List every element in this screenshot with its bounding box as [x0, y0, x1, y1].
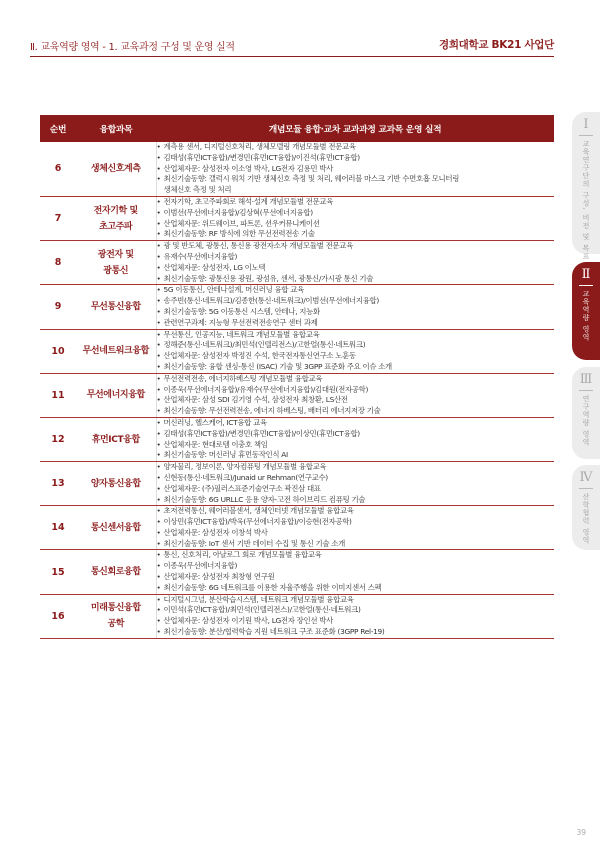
detail-item: • 이종욱(무선에너지융합)	[157, 561, 555, 572]
side-tab-divider	[579, 488, 593, 489]
course-details	[156, 196, 554, 240]
detail-item: • 신현동(통신·네트워크)/Junaid ur Rehman(연구교수)	[157, 473, 555, 484]
detail-item: • 최신기술동향: IoT 센서 기반 데이터 수집 및 통신 기술 소개	[157, 539, 555, 550]
table-row	[40, 550, 554, 594]
table-row	[40, 329, 554, 373]
side-tab-3[interactable]	[572, 367, 600, 459]
detail-item: • 5G 이동통신, 안테나설계, 머신러닝 융합 교육	[157, 285, 555, 296]
page-number: 39	[576, 828, 586, 837]
detail-item: • 최신기술동향: 갤럭시 워치 기반 생체신호 측정 및 처리, 웨어러블 마스크 기반 수면호흡 모니터링	[157, 174, 555, 185]
row-number: 14	[40, 506, 76, 550]
detail-item: • 산업체자문: 삼성전자 이창석 박사	[157, 528, 555, 539]
detail-item: • 계측용 센서, 디지털신호처리, 생체모델링 개념모듈별 전문교육	[157, 142, 555, 153]
course-name: 통신회로융합	[76, 550, 156, 594]
course-details	[156, 142, 554, 196]
row-number: 12	[40, 417, 76, 461]
detail-item: • 머신러닝, 헬스케어, ICT융합 교육	[157, 418, 555, 429]
detail-item: • 최신기술동향: 5G 이동통신 시스템, 안테나, 지능화	[157, 307, 555, 318]
detail-item: • 최신기술동향: 6G URLLC 응용 양자-고전 하이브리드 컴퓨팅 기술	[157, 495, 555, 506]
side-tab-label: 연구역량 영역	[582, 395, 590, 447]
side-tab-1[interactable]	[572, 112, 600, 261]
detail-item: • 관련연구과제: 지능형 무선전력전송연구 센터 과제	[157, 318, 555, 329]
header-section-title: Ⅱ. 교육역량 영역 - 1. 교육과정 구성 및 운영 실적	[30, 42, 235, 53]
course-details	[156, 550, 554, 594]
course-details	[156, 373, 554, 417]
row-number: 10	[40, 329, 76, 373]
course-name: 양자통신융합	[76, 462, 156, 506]
detail-item: • 산업체자문: (주)필러스표준기술연구소 곽진삼 대표	[157, 484, 555, 495]
course-details	[156, 329, 554, 373]
side-tab-label: 산학협력 영역	[582, 493, 590, 545]
detail-item: • 이범선(무선에너지융합)/김상혁(무선에너지융합)	[157, 208, 555, 219]
detail-item: • 산업체자문: 현대로템 이충호 책임	[157, 440, 555, 451]
row-number: 13	[40, 462, 76, 506]
course-name: 휴먼ICT융합	[76, 417, 156, 461]
detail-item: • 정해준(통신·네트워크)/최민석(인텔리전스)/고한얼(통신·네트워크)	[157, 340, 555, 351]
detail-item: • 송주빈(통신·네트워크)/김종한(통신·네트워크)/이범선(무선에너지융합)	[157, 296, 555, 307]
course-name: 통신센서융합	[76, 506, 156, 550]
row-number: 15	[40, 550, 76, 594]
detail-item: • 무선전력전송, 에너지하베스팅 개념모듈별 융합교육	[157, 374, 555, 385]
table-row	[40, 417, 554, 461]
detail-item: • 김태성(휴먼ICT융합)/변경민(휴먼ICT융합)/이상민(휴먼ICT융합)	[157, 429, 555, 440]
table-row	[40, 506, 554, 550]
detail-item: • 최신기술동향: 머신러닝 휴먼동작인식 AI	[157, 450, 555, 461]
row-number: 6	[40, 142, 76, 196]
course-name: 무선에너지융합	[76, 373, 156, 417]
row-number: 9	[40, 285, 76, 329]
detail-item: • 유재수(무선에너지융합)	[157, 252, 555, 263]
detail-item: • 최신기술동향: 무선전력전송, 에너지 하베스팅, 배터리 에너지저장 기술	[157, 406, 555, 417]
detail-item: • 최신기술동향: 6G 네트워크를 이용한 자율주행을 위한 이미지센서 스펙	[157, 583, 555, 594]
detail-item: • 김태성(휴먼ICT융합)/변경민(휴먼ICT융합)/이진석(휴먼ICT융합)	[157, 153, 555, 164]
detail-item: • 최신기술동향: 분산/협력학습 지원 네트워크 구조 표준화 (3GPP Rel-19)	[157, 627, 555, 638]
course-table	[40, 115, 554, 639]
table-header-row	[40, 115, 554, 142]
course-name: 미래통신융합 공학	[76, 594, 156, 638]
detail-item: • 최신기술동향: 광통신용 광원, 광섬유, 센서, 광통신/가시광 통신 기술	[157, 274, 555, 285]
detail-item: • 양자물리, 정보이론, 양자컴퓨팅 개념모듈별 융합교육	[157, 462, 555, 473]
side-tab-numeral: Ⅰ	[583, 117, 589, 132]
course-details	[156, 285, 554, 329]
side-tab-2[interactable]	[572, 262, 600, 360]
detail-item: • 산업체자문: 삼성전자 최창형 연구원	[157, 572, 555, 583]
table-row	[40, 285, 554, 329]
detail-item: • 산업체자문: 삼성전자, LG 이노텍	[157, 263, 555, 274]
table-row	[40, 373, 554, 417]
detail-item: • 산업체자문: 삼성 SDI 김기영 수석, 삼성전자 최창환, LS산전	[157, 395, 555, 406]
row-number: 16	[40, 594, 76, 638]
side-tab-numeral: Ⅲ	[579, 372, 593, 387]
course-name: 생체신호계측	[76, 142, 156, 196]
course-name: 광전자 및 광통신	[76, 241, 156, 285]
row-number: 11	[40, 373, 76, 417]
side-tab-label: 교육연구단의 구성, 비전 및 목표	[582, 140, 590, 261]
table-row	[40, 462, 554, 506]
table-row	[40, 594, 554, 638]
header-organization: 경희대학교 BK21 사업단	[438, 39, 554, 51]
course-details	[156, 506, 554, 550]
col-header-details: 개념모듈 융합·교차 교과과정 교과목 운영 실적	[156, 115, 554, 142]
detail-item: • 전자기학, 초고주파회로 해석·설계 개념모듈별 전문교육	[157, 197, 555, 208]
detail-item: • 이종욱(무선에너지융합)/유재수(무선에너지융합)/김대원(전자공학)	[157, 385, 555, 396]
side-tab-4[interactable]	[572, 465, 600, 550]
row-number: 8	[40, 241, 76, 285]
course-details	[156, 241, 554, 285]
detail-item: • 산업체자문: 삼성전자 박정진 수석, 한국전자통신연구소 노훈동	[157, 351, 555, 362]
table-body	[40, 142, 554, 638]
course-name: 무선통신융합	[76, 285, 156, 329]
row-number: 7	[40, 196, 76, 240]
course-name: 전자기학 및 초고주파	[76, 196, 156, 240]
course-name: 무선네트워크융합	[76, 329, 156, 373]
side-tab-numeral: Ⅳ	[579, 470, 593, 485]
table-row	[40, 196, 554, 240]
course-details	[156, 462, 554, 506]
detail-item: • 산업체자문: 삼성전자 이기원 박사, LG전자 장인선 박사	[157, 616, 555, 627]
detail-item: • 산업체자문: 삼성전자 이소영 박사, LG전자 김용민 박사	[157, 164, 555, 175]
detail-item: • 초저전력통신, 웨어러블센서, 생체인터넷 개념모듈별 융합교육	[157, 506, 555, 517]
detail-item: • 무선통신, 인공지능, 네트워크 개념모듈별 융합교육	[157, 330, 555, 341]
header-divider	[30, 56, 554, 57]
side-tab-divider	[579, 135, 593, 136]
course-details	[156, 594, 554, 638]
course-details	[156, 417, 554, 461]
col-header-number: 순번	[40, 115, 76, 142]
detail-item: • 최신기술동향: RF 방식에 의한 무선전력전송 기술	[157, 229, 555, 240]
side-tab-divider	[579, 285, 593, 286]
detail-item: • 디지털시그널, 분산학습시스템, 네트워크 개념모듈별 융합교육	[157, 595, 555, 606]
col-header-course: 융합과목	[76, 115, 156, 142]
table-row	[40, 241, 554, 285]
detail-item: • 이민석(휴먼ICT융합)/최민석(인텔리전스)/고한얼(통신·네트워크)	[157, 605, 555, 616]
side-tab-numeral: Ⅱ	[581, 267, 591, 282]
detail-item: • 광 및 반도체, 광통신, 통신용 광전자소자 개념모듈별 전문교육	[157, 241, 555, 252]
detail-item: 생체신호 측정 및 처리	[163, 185, 232, 195]
detail-item: • 최신기술동향: 융합 센싱-통신 (ISAC) 기술 및 3GPP 표준화 주요 이슈 소개	[157, 362, 555, 373]
side-tab-label: 교육역량 영역	[582, 290, 590, 342]
detail-item: • 통신, 신호처리, 아날로그 회로 개념모듈별 융합교육	[157, 550, 555, 561]
table-row	[40, 142, 554, 196]
side-tab-divider	[579, 390, 593, 391]
detail-item: • 산업체자문: 위드웨이브, 파트론, 션우커뮤니케이션	[157, 219, 555, 230]
detail-item: • 이상민(휴먼ICT융합)/박욱(무선에너지융합)/이승현(전자공학)	[157, 517, 555, 528]
